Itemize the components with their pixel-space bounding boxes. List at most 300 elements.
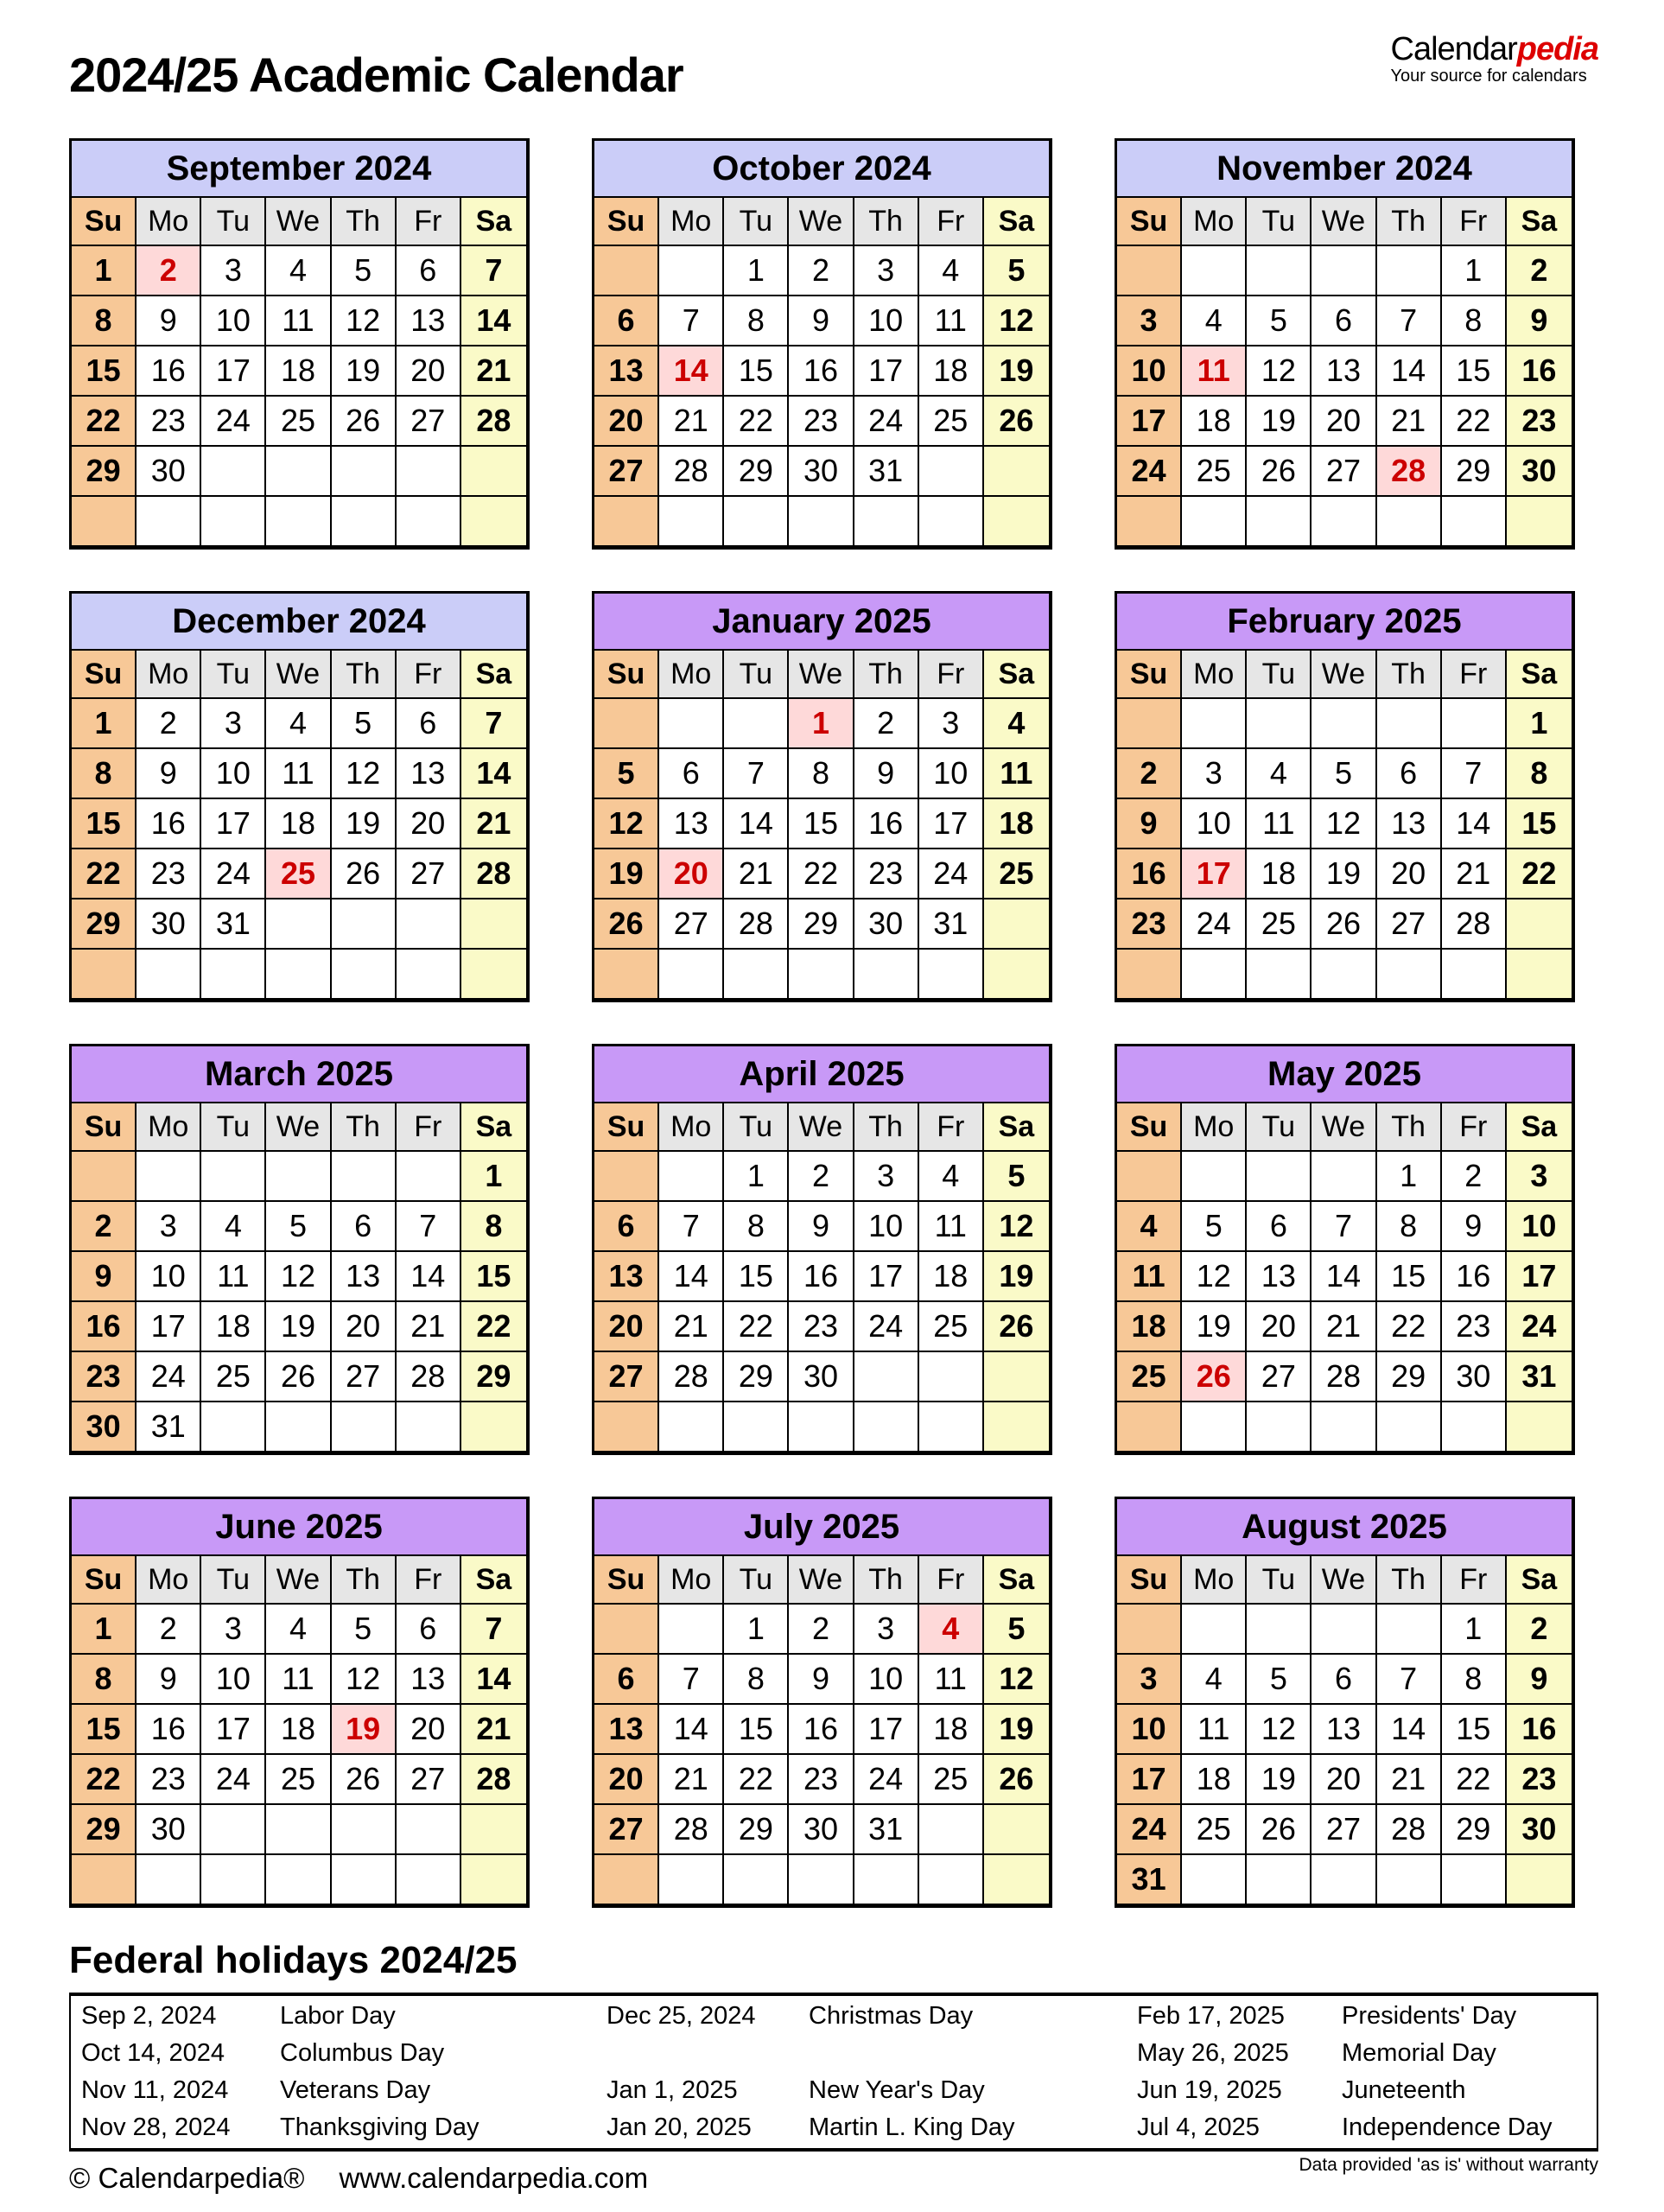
- federal-holidays-title: Federal holidays 2024/25: [69, 1939, 518, 1981]
- day-cell: 27: [659, 899, 724, 950]
- day-cell: 23: [1507, 397, 1572, 447]
- weekday-header-th: Th: [332, 1103, 397, 1152]
- day-cell: 8: [724, 296, 789, 346]
- month-december-2024: [69, 591, 530, 1002]
- empty-day-cell: [137, 1152, 201, 1202]
- weekday-header-sa: Sa: [984, 1103, 1049, 1152]
- day-cell: 24: [201, 397, 266, 447]
- empty-day-cell: [724, 497, 789, 545]
- weekday-header-th: Th: [1377, 198, 1442, 246]
- day-cell: 31: [1507, 1352, 1572, 1402]
- day-cell: 2: [1507, 246, 1572, 296]
- day-cell: 19: [984, 346, 1049, 397]
- weekday-header-mo: Mo: [137, 651, 201, 699]
- month-september-2024: [69, 138, 530, 550]
- day-cell: 6: [594, 1202, 659, 1252]
- calendarpedia-url[interactable]: www.calendarpedia.com: [339, 2162, 649, 2194]
- day-cell: 4: [919, 1152, 984, 1202]
- day-cell: 9: [854, 749, 919, 799]
- empty-day-cell: [1507, 1402, 1572, 1451]
- month-title: January 2025: [594, 594, 1049, 651]
- day-cell: 6: [1312, 296, 1376, 346]
- day-cell: 16: [789, 1705, 854, 1755]
- month-title: November 2024: [1117, 141, 1572, 198]
- days-grid: [594, 246, 1049, 545]
- month-title: May 2025: [1117, 1046, 1572, 1103]
- weekday-header-sa: Sa: [984, 651, 1049, 699]
- day-cell: 14: [1377, 1705, 1442, 1755]
- weekday-header-row: [1117, 1556, 1572, 1605]
- empty-day-cell: [724, 1402, 789, 1451]
- empty-day-cell: [1117, 1152, 1182, 1202]
- day-cell: 23: [1117, 899, 1182, 950]
- empty-day-cell: [594, 1402, 659, 1451]
- days-grid: [72, 246, 526, 545]
- day-cell: 2: [789, 1152, 854, 1202]
- day-cell: 17: [854, 346, 919, 397]
- empty-day-cell: [201, 1805, 266, 1855]
- day-cell: 12: [984, 1655, 1049, 1705]
- empty-day-cell: [201, 1152, 266, 1202]
- empty-day-cell: [984, 950, 1049, 998]
- empty-day-cell: [461, 950, 526, 998]
- day-cell: 30: [789, 1352, 854, 1402]
- day-cell: 6: [1247, 1202, 1312, 1252]
- month-title: August 2025: [1117, 1499, 1572, 1556]
- empty-day-cell: [332, 447, 397, 497]
- day-cell: 9: [1507, 1655, 1572, 1705]
- day-cell: 15: [724, 346, 789, 397]
- day-cell: 23: [854, 849, 919, 899]
- empty-day-cell: [201, 447, 266, 497]
- weekday-header-su: Su: [72, 198, 137, 246]
- day-cell: 16: [1507, 346, 1572, 397]
- month-may-2025: [1115, 1044, 1575, 1455]
- day-cell: 15: [1442, 1705, 1507, 1755]
- empty-day-cell: [461, 1402, 526, 1451]
- day-cell: 1: [1507, 699, 1572, 749]
- weekday-header-th: Th: [854, 1556, 919, 1605]
- day-cell: 20: [594, 1755, 659, 1805]
- day-cell: 26: [1312, 899, 1376, 950]
- day-cell: 15: [1377, 1252, 1442, 1302]
- weekday-header-mo: Mo: [659, 1103, 724, 1152]
- day-cell: 19: [332, 346, 397, 397]
- empty-day-cell: [854, 1402, 919, 1451]
- empty-day-cell: [594, 1152, 659, 1202]
- weekday-header-fr: Fr: [1442, 651, 1507, 699]
- page-footer: [69, 2155, 1598, 2195]
- day-cell: 23: [1442, 1302, 1507, 1352]
- month-january-2025: [592, 591, 1052, 1002]
- day-cell: 3: [201, 246, 266, 296]
- day-cell: 22: [1442, 1755, 1507, 1805]
- day-cell: 23: [137, 397, 201, 447]
- day-cell: 18: [919, 346, 984, 397]
- day-cell: 24: [919, 849, 984, 899]
- day-cell: 26: [332, 397, 397, 447]
- day-cell: 14: [724, 799, 789, 849]
- day-cell: 13: [594, 346, 659, 397]
- day-cell: 5: [332, 699, 397, 749]
- empty-day-cell: [724, 950, 789, 998]
- empty-day-cell: [1442, 699, 1507, 749]
- day-cell: 4: [1182, 1655, 1247, 1705]
- empty-day-cell: [1182, 699, 1247, 749]
- day-cell: 5: [594, 749, 659, 799]
- empty-day-cell: [332, 950, 397, 998]
- day-cell: 1: [724, 1152, 789, 1202]
- empty-day-cell: [1312, 1605, 1376, 1655]
- day-cell: 5: [1312, 749, 1376, 799]
- day-cell: 11: [919, 1202, 984, 1252]
- empty-day-cell: [1507, 497, 1572, 545]
- day-cell: 6: [659, 749, 724, 799]
- weekday-header-we: We: [1312, 1103, 1376, 1152]
- day-cell: 4: [1117, 1202, 1182, 1252]
- day-cell: 30: [1442, 1352, 1507, 1402]
- day-cell: 5: [984, 1605, 1049, 1655]
- empty-day-cell: [1182, 950, 1247, 998]
- day-cell: 24: [854, 1302, 919, 1352]
- day-cell: 8: [789, 749, 854, 799]
- weekday-header-sa: Sa: [461, 198, 526, 246]
- day-cell: 13: [397, 749, 461, 799]
- empty-day-cell: [1442, 1855, 1507, 1904]
- day-cell: 18: [1117, 1302, 1182, 1352]
- weekday-header-su: Su: [1117, 1103, 1182, 1152]
- weekday-header-fr: Fr: [1442, 1556, 1507, 1605]
- day-cell: 6: [397, 699, 461, 749]
- day-cell: 8: [72, 1655, 137, 1705]
- empty-day-cell: [789, 950, 854, 998]
- empty-day-cell: [984, 899, 1049, 950]
- empty-day-cell: [1117, 1402, 1182, 1451]
- empty-day-cell: [266, 447, 331, 497]
- empty-day-cell: [332, 1152, 397, 1202]
- empty-day-cell: [1182, 1605, 1247, 1655]
- day-cell: 24: [854, 397, 919, 447]
- month-october-2024: [592, 138, 1052, 550]
- day-cell: 12: [1312, 799, 1376, 849]
- day-cell: 28: [1377, 1805, 1442, 1855]
- empty-day-cell: [397, 1152, 461, 1202]
- empty-day-cell: [332, 497, 397, 545]
- empty-day-cell: [1182, 1152, 1247, 1202]
- day-cell: 11: [266, 749, 331, 799]
- day-cell: 21: [659, 1302, 724, 1352]
- empty-day-cell: [1247, 497, 1312, 545]
- empty-day-cell: [1312, 497, 1376, 545]
- day-cell: 21: [724, 849, 789, 899]
- empty-day-cell: [1182, 246, 1247, 296]
- empty-day-cell: [1312, 1402, 1376, 1451]
- weekday-header-su: Su: [1117, 198, 1182, 246]
- day-cell: 11: [1182, 346, 1247, 397]
- empty-day-cell: [332, 1402, 397, 1451]
- day-cell: 30: [854, 899, 919, 950]
- logo-part-pedia: pedia: [1516, 31, 1598, 67]
- empty-day-cell: [984, 1855, 1049, 1904]
- empty-day-cell: [72, 950, 137, 998]
- weekday-header-tu: Tu: [201, 198, 266, 246]
- month-august-2025: [1115, 1497, 1575, 1908]
- day-cell: 31: [919, 899, 984, 950]
- holiday-name: Martin L. King Day: [809, 2113, 1015, 2141]
- day-cell: 25: [919, 397, 984, 447]
- day-cell: 26: [266, 1352, 331, 1402]
- days-grid: [594, 699, 1049, 998]
- day-cell: 16: [1117, 849, 1182, 899]
- day-cell: 19: [332, 799, 397, 849]
- day-cell: 24: [1117, 447, 1182, 497]
- empty-day-cell: [1247, 1152, 1312, 1202]
- empty-day-cell: [1312, 950, 1376, 998]
- day-cell: 10: [1507, 1202, 1572, 1252]
- days-grid: [594, 1605, 1049, 1904]
- day-cell: 12: [984, 1202, 1049, 1252]
- day-cell: 4: [266, 1605, 331, 1655]
- day-cell: 23: [789, 1302, 854, 1352]
- day-cell: 19: [332, 1705, 397, 1755]
- day-cell: 3: [854, 1152, 919, 1202]
- day-cell: 22: [789, 849, 854, 899]
- day-cell: 25: [1182, 447, 1247, 497]
- day-cell: 28: [1312, 1352, 1376, 1402]
- day-cell: 6: [1377, 749, 1442, 799]
- day-cell: 3: [201, 699, 266, 749]
- empty-day-cell: [984, 1805, 1049, 1855]
- day-cell: 6: [397, 1605, 461, 1655]
- day-cell: 7: [461, 699, 526, 749]
- day-cell: 7: [461, 1605, 526, 1655]
- day-cell: 30: [1507, 1805, 1572, 1855]
- weekday-header-mo: Mo: [1182, 1103, 1247, 1152]
- day-cell: 21: [461, 1705, 526, 1755]
- empty-day-cell: [266, 1805, 331, 1855]
- day-cell: 11: [919, 296, 984, 346]
- day-cell: 18: [919, 1252, 984, 1302]
- days-grid: [72, 1152, 526, 1451]
- weekday-header-tu: Tu: [724, 1556, 789, 1605]
- day-cell: 17: [137, 1302, 201, 1352]
- empty-day-cell: [332, 899, 397, 950]
- empty-day-cell: [919, 1402, 984, 1451]
- day-cell: 14: [659, 1252, 724, 1302]
- day-cell: 28: [397, 1352, 461, 1402]
- empty-day-cell: [266, 899, 331, 950]
- day-cell: 9: [137, 1655, 201, 1705]
- day-cell: 4: [266, 699, 331, 749]
- day-cell: 1: [72, 699, 137, 749]
- day-cell: 15: [72, 346, 137, 397]
- day-cell: 21: [659, 1755, 724, 1805]
- empty-day-cell: [137, 497, 201, 545]
- empty-day-cell: [266, 1152, 331, 1202]
- day-cell: 9: [789, 1655, 854, 1705]
- weekday-header-fr: Fr: [397, 198, 461, 246]
- empty-day-cell: [854, 1855, 919, 1904]
- empty-day-cell: [1312, 1152, 1376, 1202]
- day-cell: 29: [724, 1805, 789, 1855]
- empty-day-cell: [72, 1855, 137, 1904]
- weekday-header-th: Th: [854, 198, 919, 246]
- empty-day-cell: [1442, 1402, 1507, 1451]
- holiday-name: Columbus Day: [280, 2039, 445, 2067]
- empty-day-cell: [266, 1855, 331, 1904]
- day-cell: 1: [461, 1152, 526, 1202]
- calendarpedia-logo: [1391, 33, 1598, 86]
- day-cell: 2: [72, 1202, 137, 1252]
- weekday-header-th: Th: [332, 198, 397, 246]
- day-cell: 13: [1312, 1705, 1376, 1755]
- holiday-name: Christmas Day: [809, 2002, 974, 2030]
- day-cell: 22: [1377, 1302, 1442, 1352]
- federal-holidays-section: [69, 1939, 1598, 2152]
- day-cell: 24: [1507, 1302, 1572, 1352]
- day-cell: 21: [1442, 849, 1507, 899]
- day-cell: 17: [1507, 1252, 1572, 1302]
- holiday-name: Thanksgiving Day: [280, 2113, 480, 2141]
- weekday-header-row: [594, 1103, 1049, 1152]
- logo-part-calendar: Calendar: [1390, 31, 1517, 67]
- empty-day-cell: [1377, 1605, 1442, 1655]
- empty-day-cell: [137, 950, 201, 998]
- day-cell: 11: [1117, 1252, 1182, 1302]
- empty-day-cell: [919, 497, 984, 545]
- weekday-header-mo: Mo: [1182, 198, 1247, 246]
- day-cell: 30: [789, 447, 854, 497]
- empty-day-cell: [1507, 1855, 1572, 1904]
- day-cell: 19: [1182, 1302, 1247, 1352]
- day-cell: 10: [201, 749, 266, 799]
- empty-day-cell: [1182, 497, 1247, 545]
- empty-day-cell: [659, 1855, 724, 1904]
- day-cell: 13: [1312, 346, 1376, 397]
- day-cell: 5: [332, 1605, 397, 1655]
- day-cell: 30: [1507, 447, 1572, 497]
- day-cell: 2: [137, 246, 201, 296]
- empty-day-cell: [1377, 1402, 1442, 1451]
- day-cell: 3: [1117, 296, 1182, 346]
- day-cell: 17: [854, 1705, 919, 1755]
- weekday-header-fr: Fr: [1442, 1103, 1507, 1152]
- weekday-header-th: Th: [854, 1103, 919, 1152]
- holiday-name: Presidents' Day: [1342, 2002, 1517, 2030]
- day-cell: 30: [137, 899, 201, 950]
- day-cell: 10: [1117, 1705, 1182, 1755]
- empty-day-cell: [659, 497, 724, 545]
- weekday-header-tu: Tu: [724, 1103, 789, 1152]
- day-cell: 20: [1377, 849, 1442, 899]
- day-cell: 2: [137, 699, 201, 749]
- empty-day-cell: [594, 1855, 659, 1904]
- day-cell: 15: [1442, 346, 1507, 397]
- day-cell: 11: [1182, 1705, 1247, 1755]
- weekday-header-sa: Sa: [1507, 651, 1572, 699]
- day-cell: 9: [1117, 799, 1182, 849]
- empty-day-cell: [461, 447, 526, 497]
- day-cell: 26: [984, 397, 1049, 447]
- empty-day-cell: [397, 950, 461, 998]
- weekday-header-th: Th: [854, 651, 919, 699]
- empty-day-cell: [1247, 1855, 1312, 1904]
- day-cell: 26: [1247, 1805, 1312, 1855]
- day-cell: 24: [201, 849, 266, 899]
- day-cell: 15: [461, 1252, 526, 1302]
- month-title: July 2025: [594, 1499, 1049, 1556]
- holidays-table: [69, 1993, 1598, 2152]
- logo-wordmark: [1391, 33, 1598, 66]
- weekday-header-sa: Sa: [461, 651, 526, 699]
- day-cell: 11: [266, 296, 331, 346]
- day-cell: 16: [1442, 1252, 1507, 1302]
- empty-day-cell: [1377, 497, 1442, 545]
- day-cell: 8: [461, 1202, 526, 1252]
- day-cell: 5: [1182, 1202, 1247, 1252]
- day-cell: 22: [1442, 397, 1507, 447]
- weekday-header-tu: Tu: [201, 1556, 266, 1605]
- day-cell: 23: [137, 849, 201, 899]
- month-july-2025: [592, 1497, 1052, 1908]
- day-cell: 30: [137, 447, 201, 497]
- empty-day-cell: [72, 1152, 137, 1202]
- day-cell: 21: [397, 1302, 461, 1352]
- empty-day-cell: [137, 1855, 201, 1904]
- day-cell: 14: [1442, 799, 1507, 849]
- day-cell: 27: [594, 1805, 659, 1855]
- weekday-header-row: [594, 651, 1049, 699]
- weekday-header-tu: Tu: [201, 651, 266, 699]
- day-cell: 16: [137, 799, 201, 849]
- weekday-header-su: Su: [594, 1103, 659, 1152]
- empty-day-cell: [1312, 1855, 1376, 1904]
- day-cell: 8: [72, 296, 137, 346]
- empty-day-cell: [1507, 950, 1572, 998]
- day-cell: 10: [854, 296, 919, 346]
- weekday-header-su: Su: [594, 1556, 659, 1605]
- day-cell: 7: [724, 749, 789, 799]
- weekday-header-row: [594, 1556, 1049, 1605]
- empty-day-cell: [201, 1402, 266, 1451]
- empty-day-cell: [984, 1352, 1049, 1402]
- day-cell: 27: [397, 397, 461, 447]
- day-cell: 10: [201, 1655, 266, 1705]
- empty-day-cell: [919, 1855, 984, 1904]
- day-cell: 28: [659, 447, 724, 497]
- empty-day-cell: [594, 497, 659, 545]
- weekday-header-sa: Sa: [1507, 1103, 1572, 1152]
- day-cell: 10: [919, 749, 984, 799]
- weekday-header-fr: Fr: [397, 1556, 461, 1605]
- holiday-name: New Year's Day: [809, 2076, 985, 2104]
- holiday-name: Labor Day: [280, 2002, 396, 2030]
- empty-day-cell: [1247, 1402, 1312, 1451]
- day-cell: 4: [266, 246, 331, 296]
- days-grid: [72, 699, 526, 998]
- day-cell: 22: [724, 1302, 789, 1352]
- day-cell: 20: [1247, 1302, 1312, 1352]
- day-cell: 4: [984, 699, 1049, 749]
- day-cell: 15: [789, 799, 854, 849]
- holiday-date: Sep 2, 2024: [81, 2002, 217, 2030]
- day-cell: 14: [461, 749, 526, 799]
- weekday-header-mo: Mo: [1182, 1556, 1247, 1605]
- day-cell: 4: [1247, 749, 1312, 799]
- day-cell: 5: [332, 246, 397, 296]
- day-cell: 21: [1377, 397, 1442, 447]
- day-cell: 28: [1377, 447, 1442, 497]
